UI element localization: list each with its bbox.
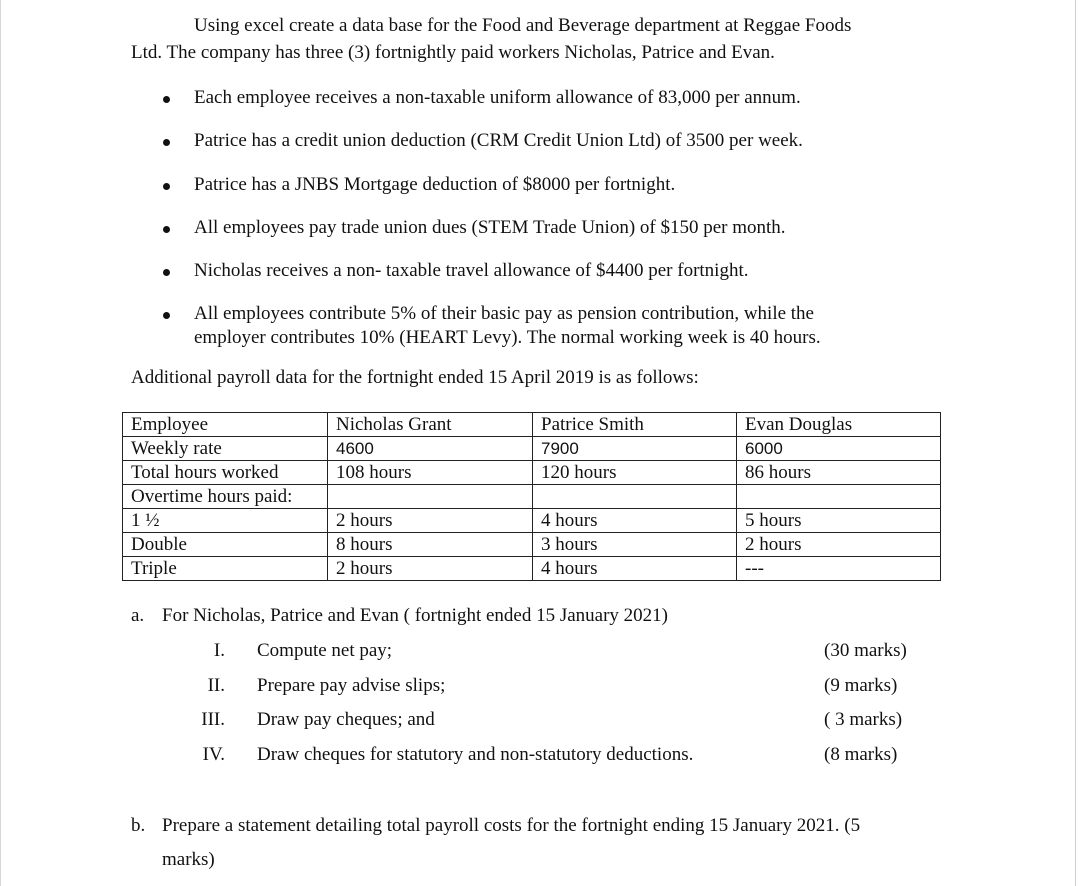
question-b-text: Prepare a statement detailing total payroll costs for the fortnight ending 15 January 2021. (5 <box>162 815 861 836</box>
additional-data-heading: Additional payroll data for the fortnight ended 15 April 2019 is as follows: <box>131 367 699 388</box>
table-cell: Triple <box>123 557 328 581</box>
bullet-dot-icon <box>163 226 170 233</box>
table-cell: 5 hours <box>737 509 941 533</box>
bullet-text: All employees contribute 5% of their basic pay as pension contribution, while the <box>194 303 814 324</box>
table-row-double <box>123 533 941 557</box>
item-number: IV. <box>202 744 225 765</box>
question-a-label: a. <box>131 605 145 626</box>
bullet-text: All employees pay trade union dues (STEM Trade Union) of $150 per month. <box>194 217 786 238</box>
table-cell: 3 hours <box>533 533 737 557</box>
table-cell: Double <box>123 533 328 557</box>
table-cell: --- <box>737 557 941 581</box>
bullet-text: Nicholas receives a non- taxable travel allowance of $4400 per fortnight. <box>194 260 749 281</box>
table-cell: 1 ½ <box>123 509 328 533</box>
table-cell: 4600 <box>328 437 533 461</box>
table-row-total-hours <box>123 461 941 485</box>
intro-line-2: Ltd. The company has three (3) fortnightly paid workers Nicholas, Patrice and Evan. <box>131 42 775 63</box>
item-marks: (8 marks) <box>824 744 898 765</box>
table-cell: Weekly rate <box>123 437 328 461</box>
item-marks: (30 marks) <box>824 640 907 661</box>
table-cell: 4 hours <box>533 557 737 581</box>
table-row-time-and-half <box>123 509 941 533</box>
table-cell: 7900 <box>533 437 737 461</box>
bullet-text: Patrice has a credit union deduction (CRM Credit Union Ltd) of 3500 per week. <box>194 130 803 151</box>
table-row-weekly-rate <box>123 437 941 461</box>
bullet-dot-icon <box>163 183 170 190</box>
bullet-text: Patrice has a JNBS Mortgage deduction of $8000 per fortnight. <box>194 174 676 195</box>
payroll-data-table <box>122 412 941 581</box>
item-number: II. <box>207 675 225 696</box>
bullet-text: employer contributes 10% (HEART Levy). The normal working week is 40 hours. <box>194 327 821 348</box>
table-cell <box>533 485 737 509</box>
bullet-dot-icon <box>163 139 170 146</box>
item-marks: (9 marks) <box>824 675 898 696</box>
item-text: Draw pay cheques; and <box>257 709 435 730</box>
table-cell: 4 hours <box>533 509 737 533</box>
intro-paragraph <box>131 12 961 66</box>
table-cell: 108 hours <box>328 461 533 485</box>
table-cell: Total hours worked <box>123 461 328 485</box>
table-cell: 86 hours <box>737 461 941 485</box>
item-text: Draw cheques for statutory and non-statutory deductions. <box>257 744 694 765</box>
item-marks: ( 3 marks) <box>824 709 903 730</box>
table-cell: Overtime hours paid: <box>123 485 328 509</box>
item-number: I. <box>213 640 225 661</box>
table-row-overtime-header <box>123 485 941 509</box>
table-cell: 120 hours <box>533 461 737 485</box>
question-b-label: b. <box>131 815 146 836</box>
table-row-employee <box>123 413 941 437</box>
item-text: Prepare pay advise slips; <box>257 675 446 696</box>
table-cell: 6000 <box>737 437 941 461</box>
table-cell: 2 hours <box>737 533 941 557</box>
item-text: Compute net pay; <box>257 640 393 661</box>
table-cell <box>737 485 941 509</box>
table-cell: 8 hours <box>328 533 533 557</box>
question-a-text: For Nicholas, Patrice and Evan ( fortnight ended 15 January 2021) <box>162 605 669 626</box>
intro-line-1: Using excel create a data base for the Food and Beverage department at Reggae Foods <box>194 15 852 36</box>
question-b-text-continuation: marks) <box>162 849 215 870</box>
bullet-dot-icon <box>163 312 170 319</box>
table-cell <box>328 485 533 509</box>
bullet-dot-icon <box>163 269 170 276</box>
table-cell: 2 hours <box>328 557 533 581</box>
bullet-dot-icon <box>163 96 170 103</box>
table-row-triple <box>123 557 941 581</box>
table-cell: Patrice Smith <box>533 413 737 437</box>
bullet-text: Each employee receives a non-taxable uniform allowance of 83,000 per annum. <box>194 87 801 108</box>
table-cell: Evan Douglas <box>737 413 941 437</box>
table-cell: 2 hours <box>328 509 533 533</box>
table-cell: Nicholas Grant <box>328 413 533 437</box>
table-cell: Employee <box>123 413 328 437</box>
item-number: III. <box>201 709 225 730</box>
